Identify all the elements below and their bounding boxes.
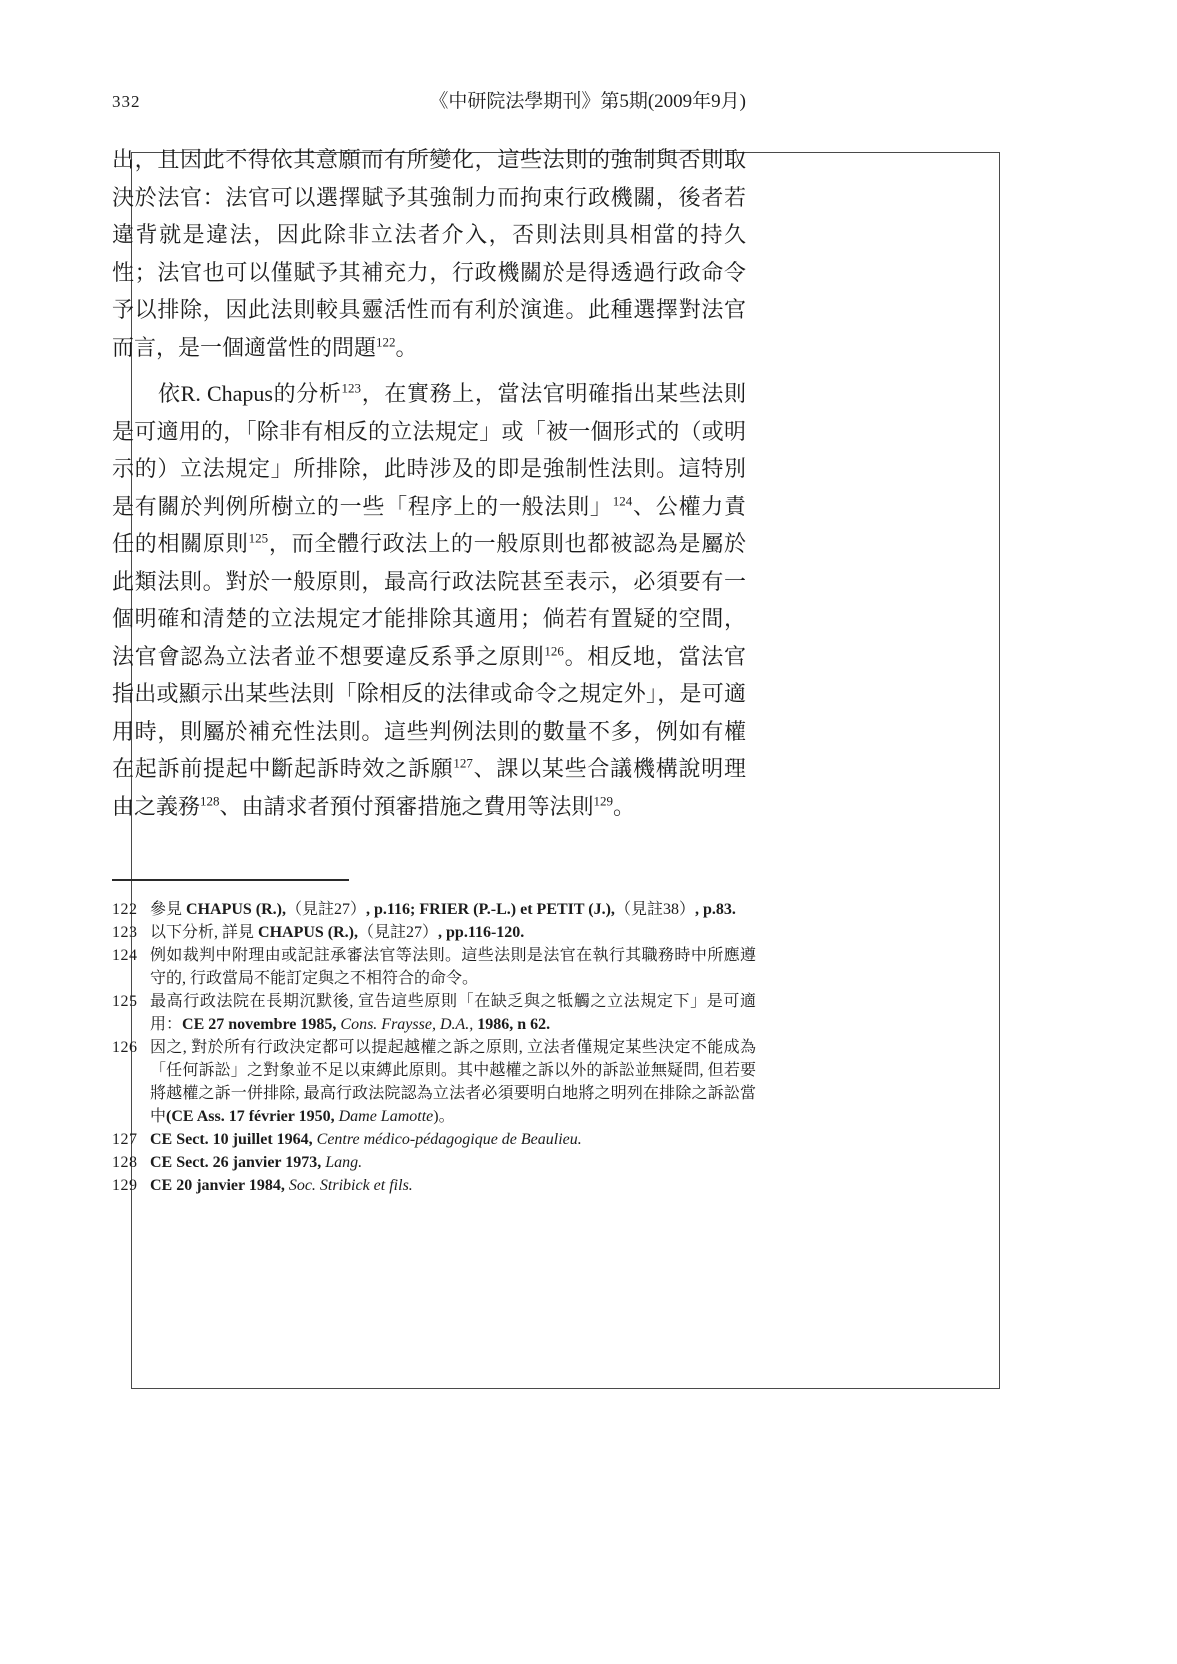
text-run: （見註27） <box>358 924 439 941</box>
footnote-text <box>150 1128 756 1151</box>
body-text <box>112 141 746 825</box>
text-run: 例如裁判中附理由或記註承審法官等法則。這些法則是法官在執行其職務時中所應遵守的, 行政當局不能訂定與之不相符合的命令。 <box>150 947 756 987</box>
text-run: 。 <box>395 334 418 360</box>
footnote-ref: 129 <box>593 793 614 809</box>
text-run: CE Sect. 26 janvier 1973, <box>150 1154 322 1171</box>
text-run: 以下分析, 詳見 <box>150 924 259 941</box>
text-run: Dame Lamotte <box>334 1108 434 1125</box>
text-run: （見註38） <box>614 901 695 918</box>
footnote-ref: 127 <box>453 755 473 771</box>
text-run: 、由請求者預付預審措施之費用等法則 <box>219 793 594 819</box>
footnote-number: 123 <box>112 924 138 941</box>
footnote-ref: 123 <box>341 380 362 396</box>
footnote-ref: 124 <box>612 493 633 509</box>
footnote-item <box>112 944 756 990</box>
footnote-item <box>112 1174 756 1197</box>
footnote-separator <box>112 879 349 881</box>
text-run: (CE Ass. 17 février 1950, <box>166 1108 335 1125</box>
footnote-ref: 128 <box>200 793 220 809</box>
footnote-text <box>150 944 756 990</box>
footnote-number: 129 <box>112 1177 138 1194</box>
text-run: Cons. Fraysse, D.A., <box>336 1016 474 1033</box>
footnote-text <box>150 1036 756 1128</box>
footnotes-section <box>112 898 756 1197</box>
text-run: 出，且因此不得依其意願而有所變化，這些法則的強制與否則取決於法官：法官可以選擇賦予其強制力而拘束行政機關，後者若違背就是違法，因此除非立法者介入，否則法則具相當的持久性；法官也可以僅賦予其補充力，行政機關於是得透過行政命令予以排除，因此法則較具靈活性而有利於演進。此種選擇對法官而言，是一個適當性的問題 <box>112 147 746 360</box>
text-run: 、公權力責任的相關原則 <box>112 493 746 556</box>
footnote-number: 124 <box>112 947 138 964</box>
text-run: Lang. <box>321 1154 363 1171</box>
text-run: , p.83. <box>694 901 736 918</box>
text-run: CE 27 novembre 1985, <box>182 1016 337 1033</box>
footnote-item <box>112 1128 756 1151</box>
text-run: （見註27） <box>286 901 367 918</box>
footnote-number: 126 <box>112 1039 138 1056</box>
text-run: CHAPUS (R.), <box>186 901 287 918</box>
text-run: 依R. Chapus的分析 <box>158 381 342 406</box>
footnote-number: 127 <box>112 1131 138 1148</box>
text-run: 。 <box>613 793 636 819</box>
text-run: ，在實務上，當法官明確指出某些法則是可適用的，「除非有相反的立法規定」或「被一個形式的（或明示的）立法規定」所排除，此時涉及的即是強制性法則。這特別是有關於判例所樹立的一些「程序上的一般法則」 <box>112 381 746 519</box>
text-run: 。相反地，當法官指出或顯示出某些法則「除相反的法律或命令之規定外」，是可適用時，則屬於補充性法則。這些判例法則的數量不多，例如有權在起訴前提起中斷起訴時效之訴願 <box>112 643 746 781</box>
text-run: 、課以某些合議機構說明理由之義務 <box>112 756 746 819</box>
text-run: CHAPUS (R.), <box>258 924 359 941</box>
text-run: , p.116; FRIER (P.-L.) et PETIT (J.), <box>366 901 615 918</box>
text-run: 參見 <box>150 901 187 918</box>
page-number: 332 <box>112 92 141 111</box>
text-run: )。 <box>433 1108 455 1125</box>
footnote-item <box>112 898 756 921</box>
footnote-ref: 126 <box>544 643 564 659</box>
text-run: , pp.116-120. <box>438 924 525 941</box>
body-paragraph <box>112 141 746 366</box>
footnote-text <box>150 898 756 921</box>
footnote-item <box>112 1036 756 1128</box>
text-run: CE 20 janvier 1984, <box>150 1177 285 1194</box>
footnote-text <box>150 990 756 1036</box>
text-run: ，而全體行政法上的一般原則也都被認為是屬於此類法則。對於一般原則，最高行政法院甚至表示，必須要有一個明確和清楚的立法規定才能排除其適用；倘若有置疑的空間，法官會認為立法者並不想要違反系爭之原則 <box>112 531 746 669</box>
footnote-text <box>150 1151 756 1174</box>
body-paragraph <box>112 375 746 825</box>
footnote-number: 122 <box>112 901 138 918</box>
footnote-ref: 125 <box>248 530 269 546</box>
footnote-item <box>112 990 756 1036</box>
page-header <box>112 86 746 113</box>
footnote-text <box>150 921 756 944</box>
footnote-item <box>112 1151 756 1174</box>
text-run: Soc. Stribick et fils. <box>284 1177 413 1194</box>
text-run: 因之, 對於所有行政決定都可以提起越權之訴之原則, 立法者僅規定某些決定不能成為「任何訴訟」之對象並不足以束縛此原則。其中越權之訴以外的訴訟並無疑問, 但若要將越權之訴一併排除, 最高行政法院認為立法者必須要明白地將之明列在排除之訴訟當中 <box>150 1039 756 1125</box>
footnote-text <box>150 1174 756 1197</box>
text-run: Centre médico-pédagogique de Beaulieu. <box>312 1131 582 1148</box>
text-run: 最高行政法院在長期沉默後, 宣告這些原則「在缺乏與之牴觸之立法規定下」是可適用： <box>150 993 756 1033</box>
journal-header: 《中研院法學期刊》第5期(2009年9月) <box>429 91 746 112</box>
text-run: 1986, n 62. <box>473 1016 551 1033</box>
footnote-item <box>112 921 756 944</box>
footnote-number: 128 <box>112 1154 138 1171</box>
footnote-number: 125 <box>112 993 138 1010</box>
text-run: CE Sect. 10 juillet 1964, <box>150 1131 313 1148</box>
footnote-ref: 122 <box>376 334 396 350</box>
